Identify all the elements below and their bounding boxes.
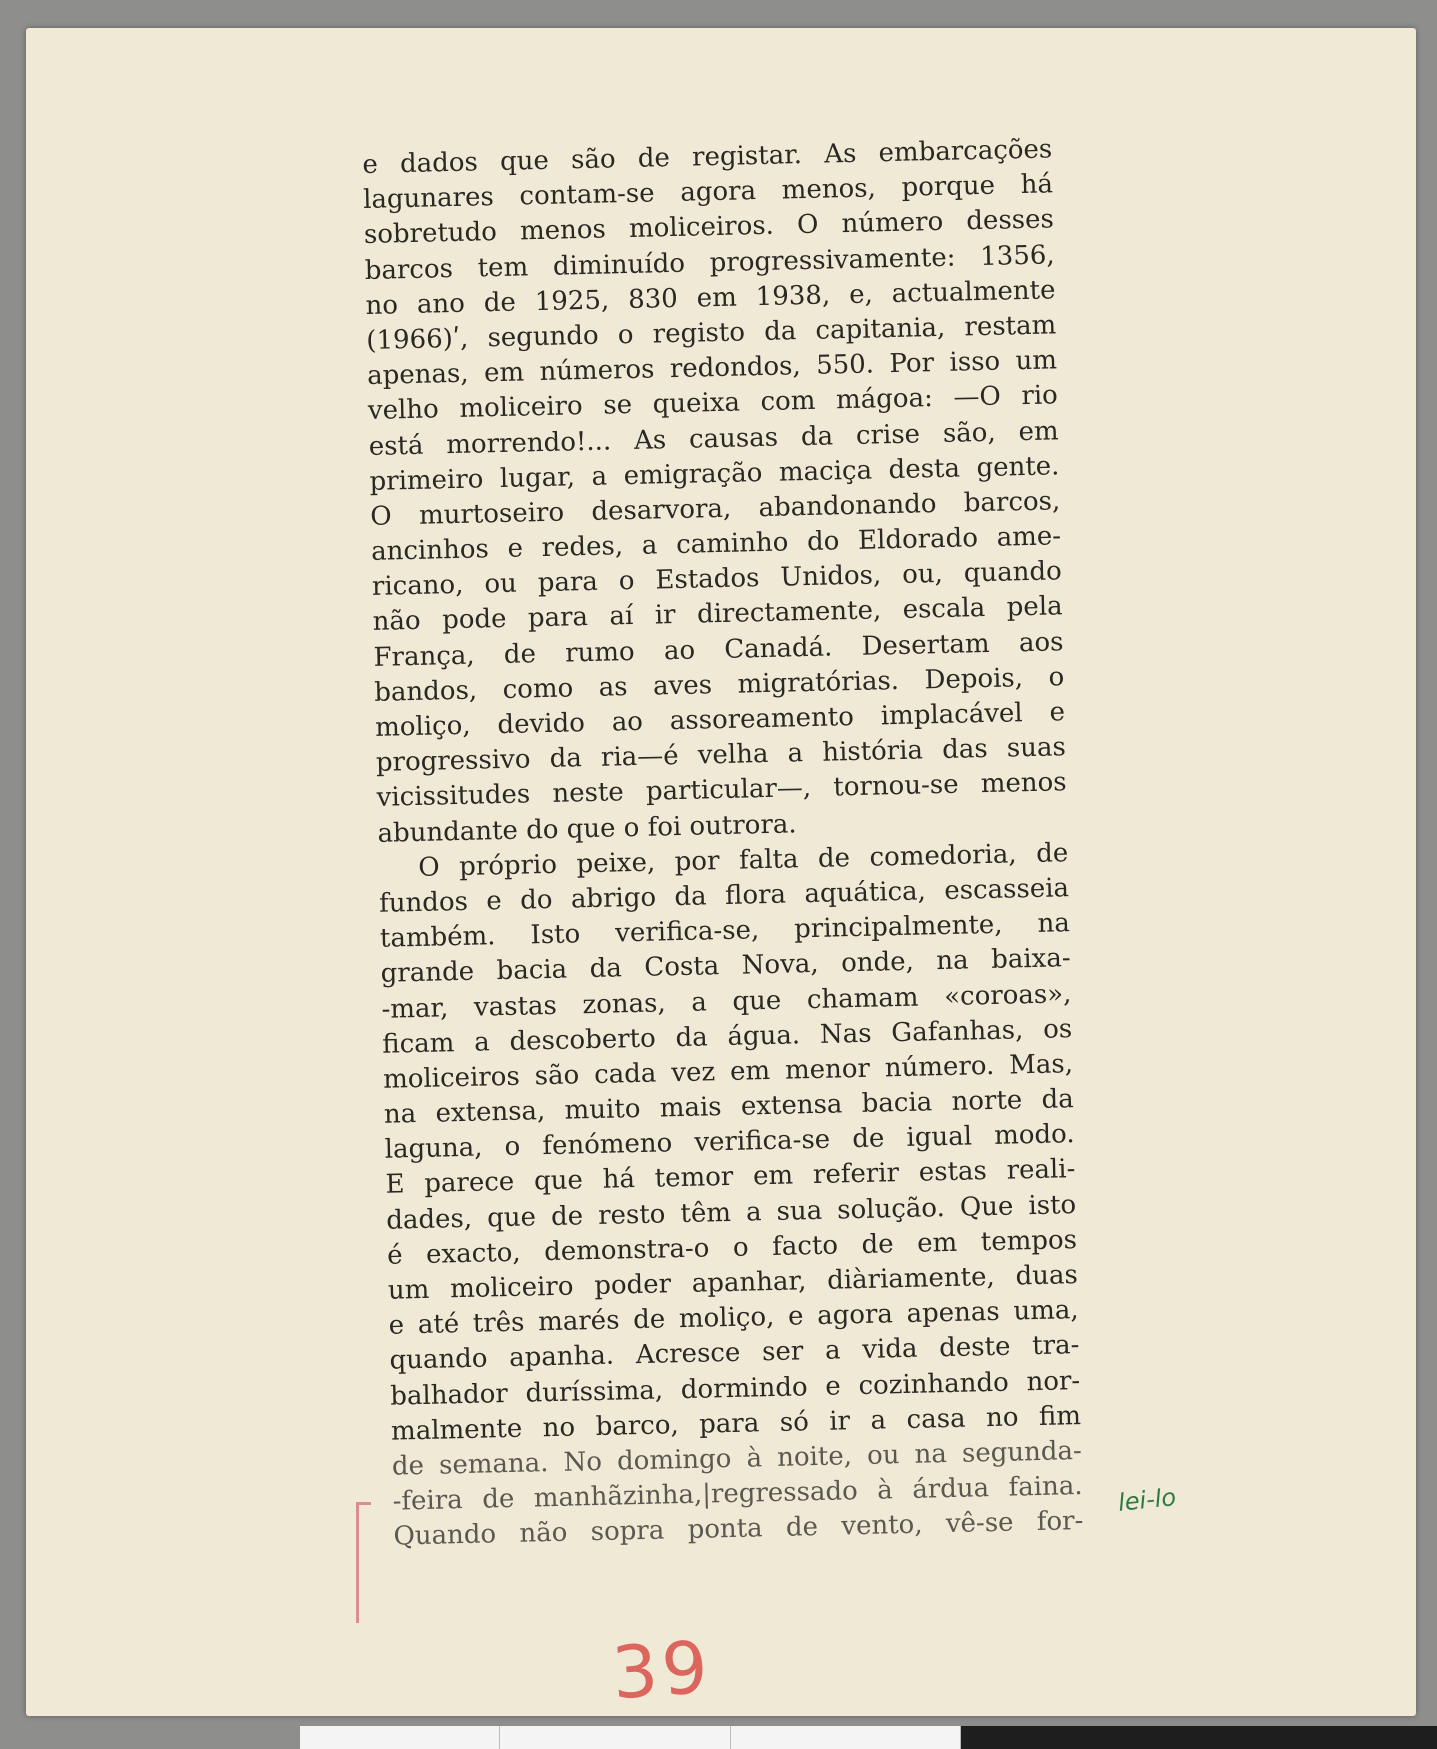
text-line: progressivo da ria—é velha a história das suas — [375, 732, 1067, 779]
text-line: Quando não sopra ponta de vento, vê-se for- — [393, 1506, 1084, 1552]
text-line: lagunares contam-se agora menos, porque há — [362, 169, 1054, 216]
text-line: no ano de 1925, 830 em 1938, e, actualmente — [365, 275, 1056, 321]
text-line: bandos, como as aves migratórias. Depois, o — [374, 662, 1065, 708]
text-line: malmente no barco, para só ir a casa no fim — [390, 1400, 1082, 1447]
text-line: ficam a descoberto da água. Nas Gafanhas, os — [382, 1013, 1073, 1060]
text-line: primeiro lugar, a emigração maciça desta gente. — [369, 450, 1060, 497]
text-line: ancinhos e redes, a caminho do Eldorado ame- — [370, 521, 1062, 567]
text-line: quando apanha. Acresce ser a vida deste tra- — [389, 1330, 1080, 1377]
text-line: -feira de manhãzinha,|regressado à árdua faina. — [392, 1471, 1083, 1517]
text-line: um moliceiro poder apanhar, diàriamente, duas — [387, 1260, 1079, 1306]
text-line: e dados que são de registar. As embarcações — [362, 134, 1053, 180]
scale-segment — [500, 1726, 730, 1749]
text-line: também. Isto verifica-se, principalmente, na — [379, 908, 1071, 954]
text-line: ricano, ou para o Estados Unidos, ou, quando — [371, 556, 1063, 603]
text-line: grande bacia da Costa Nova, onde, na baixa- — [380, 943, 1071, 990]
page-number-stamp: 39 — [609, 1624, 715, 1716]
scale-segment — [731, 1726, 961, 1749]
color-scale-bar — [300, 1726, 1437, 1749]
text-line: barcos tem diminuído progressivamente: 1356, — [364, 239, 1055, 286]
text-line: E parece que há temor em referir estas reali- — [385, 1154, 1076, 1201]
text-line: laguna, o fenómeno verifica-se de igual modo. — [384, 1119, 1075, 1165]
text-line: apenas, em números redondos, 550. Por isso um — [366, 345, 1058, 392]
text-line: de semana. No domingo à noite, ou na segunda- — [391, 1435, 1083, 1482]
text-line: não pode para aí ir directamente, escala pela — [372, 591, 1063, 638]
scale-segment — [300, 1726, 500, 1749]
text-line: fundos e do abrigo da flora aquática, escasseia — [378, 873, 1070, 919]
text-line: na extensa, muito mais extensa bacia norte da — [383, 1084, 1075, 1130]
text-line: -mar, vastas zonas, a que chamam «coroas», — [381, 978, 1072, 1025]
text-line: e até três marés de moliço, e agora apenas uma, — [388, 1295, 1079, 1341]
text-line: (1966)ʹ, segundo o registo da capitania, restam — [366, 310, 1057, 356]
handwritten-margin-note: lei-lo — [1116, 1483, 1178, 1517]
red-pencil-bracket — [356, 1502, 371, 1623]
text-line: moliceiros são cada vez em menor número. Mas, — [382, 1048, 1074, 1095]
scale-segment — [961, 1726, 1437, 1749]
text-line: velho moliceiro se queixa com mágoa: —O rio — [367, 380, 1059, 427]
text-line: França, de rumo ao Canadá. Desertam aos — [373, 626, 1064, 673]
text-line: moliço, devido ao assoreamento implacável e — [374, 697, 1066, 743]
text-line: sobretudo menos moliceiros. O número desses — [363, 204, 1055, 251]
text-line: dades, que de resto têm a sua solução. Que isto — [385, 1189, 1077, 1236]
text-line: está morrendo!... As causas da crise são, em — [368, 415, 1059, 462]
text-line: abundante do que o foi outrora. — [377, 808, 797, 849]
text-line: balhador duríssima, dormindo e cozinhando nor- — [389, 1365, 1081, 1412]
text-line: é exacto, demonstra-o o facto de em tempos — [386, 1224, 1078, 1271]
text-line: O próprio peixe, por falta de comedoria, de — [418, 837, 1069, 883]
body-text — [362, 132, 1084, 1555]
text-line: O murtoseiro desarvora, abandonando barcos, — [370, 486, 1061, 532]
text-line: vicissitudes neste particular—, tornou-se menos — [376, 767, 1067, 814]
